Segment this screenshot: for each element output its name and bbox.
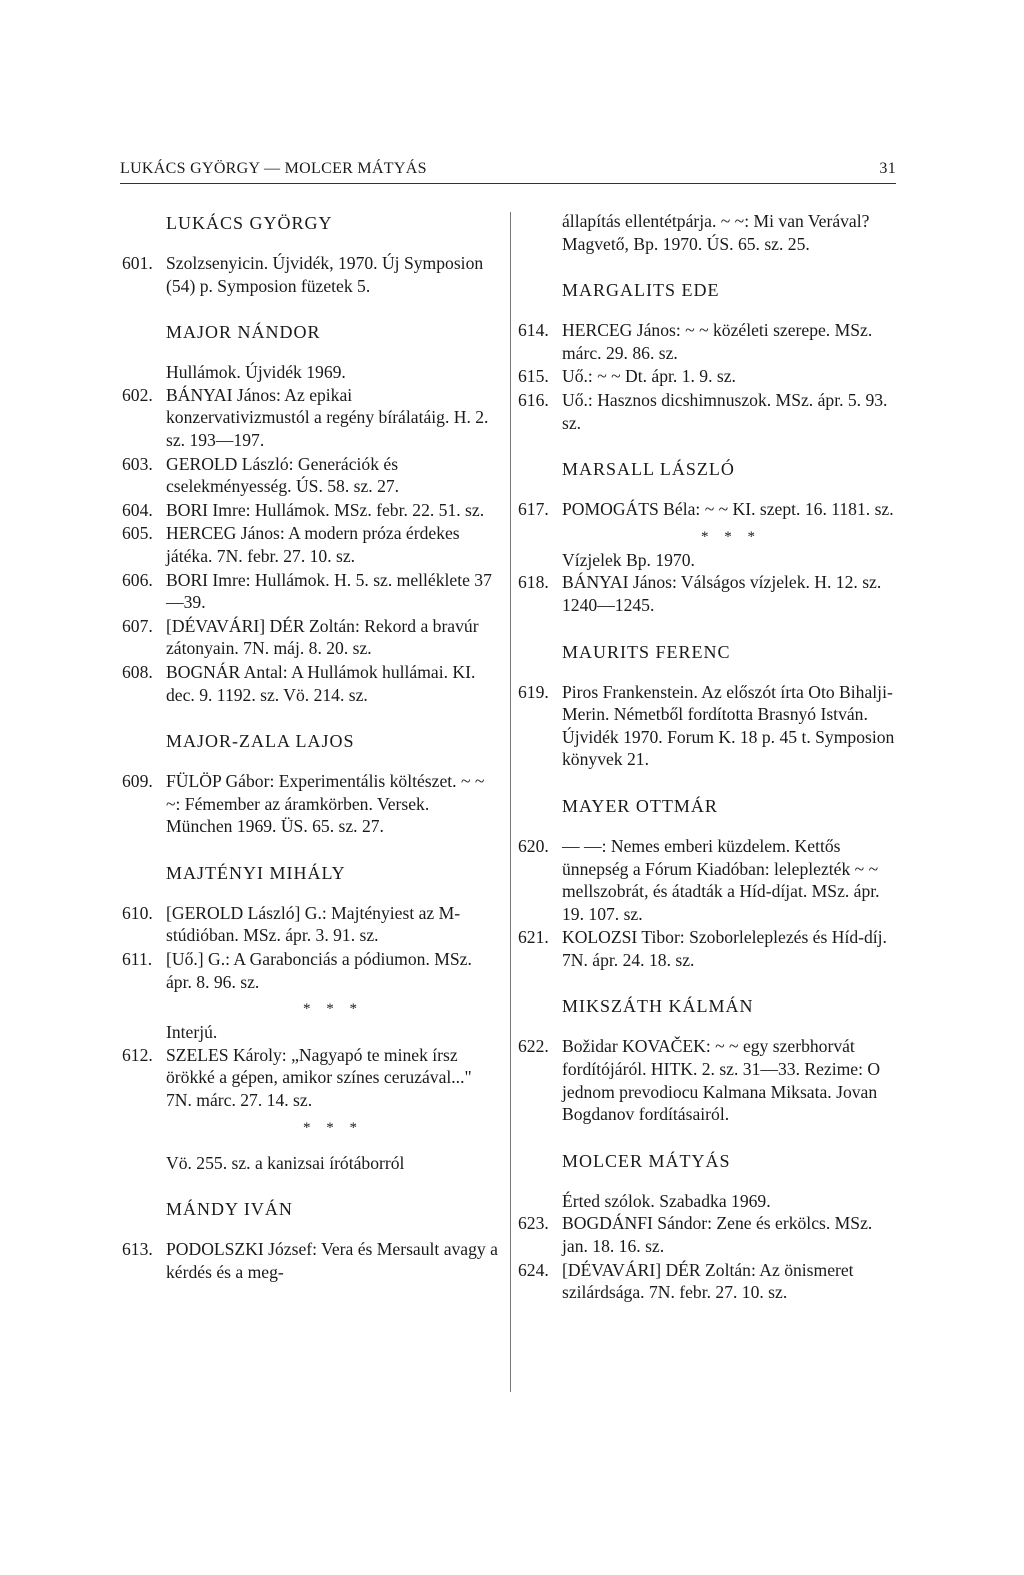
entry-number: 622. [518, 1036, 549, 1057]
bibliography-entry [518, 1035, 900, 1125]
bibliography-entry [122, 1044, 500, 1112]
author-heading: MARGALITS EDE [562, 280, 720, 301]
bibliography-entry [518, 835, 900, 925]
author-heading: LUKÁCS GYÖRGY [166, 213, 333, 233]
bibliography-entry [518, 389, 900, 434]
bibliography-entry [122, 948, 500, 993]
bibliography-entry [518, 926, 900, 971]
author-heading: MAJOR-ZALA LAJOS [166, 731, 355, 752]
section-separator: * * * [701, 528, 761, 545]
entry-number: 617. [518, 499, 549, 520]
work-title-line: Érted szólok. Szabadka 1969. [562, 1190, 771, 1211]
entry-number: 608. [122, 661, 153, 682]
bibliography-entry [518, 1259, 900, 1304]
bibliography-entry [518, 681, 900, 771]
entry-text: BOGNÁR Antal: A Hullámok hullámai. KI. dec. 9. 1192. sz. Vö. 214. sz. [166, 661, 476, 705]
bibliography-entry [518, 365, 900, 388]
entry-number: 613. [122, 1239, 153, 1260]
entry-number: 624. [518, 1259, 549, 1280]
entry-text: [GEROLD László] G.: Majtényiest az M-stúdióban. MSz. ápr. 3. 91. sz. [166, 902, 461, 946]
bibliography-entry [122, 384, 500, 452]
entry-number: 609. [122, 771, 153, 792]
entry-text: GEROLD László: Generációk és cselekményesség. ÚS. 58. sz. 27. [166, 453, 400, 497]
author-heading: MÁNDY IVÁN [166, 1199, 293, 1220]
author-heading: MAURITS FERENC [562, 641, 731, 662]
entry-text: BORI Imre: Hullámok. H. 5. sz. melléklete 37—39. [166, 569, 492, 613]
bibliography-entry [122, 902, 500, 947]
entry-number: 623. [518, 1213, 549, 1234]
running-head-title: LUKÁCS GYÖRGY — MOLCER MÁTYÁS [120, 160, 427, 177]
entry-text: BÁNYAI János: Válságos vízjelek. H. 12. sz. 1240—1245. [562, 572, 882, 615]
entry-text: PODOLSZKI József: Vera és Mersault avagy a kérdés és a meg- [166, 1239, 498, 1282]
entry-number: 616. [518, 389, 549, 410]
entry-number: 610. [122, 902, 153, 923]
entry-number: 615. [518, 366, 549, 387]
entry-number: 619. [518, 681, 549, 702]
entry-text: BÁNYAI János: Az epikai konzervativizmustól a regény bírálatáig. H. 2. sz. 193—197. [166, 384, 489, 450]
bibliography-entry [518, 571, 900, 616]
entry-number: 612. [122, 1044, 153, 1065]
entry-text: Piros Frankenstein. Az előszót írta Oto Bihalji-Merin. Németből fordította Brasnyó István. Újvidék 1970. Forum K. 18 p. 45 t. Symposion könyvek 21. [562, 681, 895, 770]
right-column [518, 210, 900, 1305]
entry-text: Božidar KOVAČEK: ~ ~ egy szerbhorvát fordítójáról. HITK. 2. sz. 31—33. Rezime: O jednom prevodiocu Kalmana Miksata. Jovan Bogdanov fordításairól. [562, 1036, 881, 1125]
entry-number: 601. [122, 253, 153, 273]
author-heading: MOLCER MÁTYÁS [562, 1150, 731, 1171]
left-column [122, 210, 500, 1284]
entry-text: FÜLÖP Gábor: Experimentális költészet. ~ ~ ~: Fémember az áramkörben. Versek. München 1969. ÜS. 65. sz. 27. [166, 771, 485, 837]
work-title-line: állapítás ellentétpárja. ~ ~: Mi van Verával? Magvető, Bp. 1970. ÚS. 65. sz. 25. [562, 211, 870, 254]
author-heading: MAJOR NÁNDOR [166, 322, 321, 343]
entry-number: 618. [518, 572, 549, 593]
entry-text: — —: Nemes emberi küzdelem. Kettős ünnepség a Fórum Kiadóban: leleplezték ~ ~ mellszobrát, és átadták a Híd-díjat. MSz. ápr. 19. 107. sz. [562, 835, 880, 924]
entry-number: 607. [122, 615, 153, 636]
author-heading: MAYER OTTMÁR [562, 795, 718, 816]
author-heading: MARSALL LÁSZLÓ [562, 459, 735, 480]
bibliography-entry [518, 1212, 900, 1257]
work-title-line: Interjú. [166, 1022, 218, 1043]
column-divider [510, 212, 511, 1392]
entry-number: 602. [122, 384, 153, 405]
bibliography-entry [122, 615, 500, 660]
header-rule [120, 183, 896, 184]
entry-text: Uő.: ~ ~ Dt. ápr. 1. 9. sz. [562, 366, 736, 387]
entry-number: 606. [122, 569, 153, 590]
bibliography-entry [122, 770, 500, 838]
bibliography-entry [122, 1238, 500, 1283]
entry-number: 611. [122, 949, 153, 970]
author-heading: MIKSZÁTH KÁLMÁN [562, 996, 754, 1017]
bibliography-entry [518, 498, 900, 521]
entry-number: 614. [518, 320, 549, 341]
bibliography-entry [122, 499, 500, 522]
entry-number: 603. [122, 453, 153, 474]
bibliography-entry [122, 569, 500, 614]
work-title-line: Vízjelek Bp. 1970. [562, 549, 695, 570]
page-number: 31 [879, 160, 896, 177]
bibliography-entry [122, 453, 500, 498]
bibliography-entry [122, 522, 500, 567]
entry-text: Uő.: Hasznos dicshimnuszok. MSz. ápr. 5. 93. sz. [562, 389, 888, 433]
entry-text: [DÉVAVÁRI] DÉR Zoltán: Rekord a bravúr zátonyain. 7N. máj. 8. 20. sz. [166, 615, 479, 659]
work-title-line: Hullámok. Újvidék 1969. [166, 362, 346, 383]
entry-number: 604. [122, 499, 153, 520]
entry-text: SZELES Károly: „Nagyapó te minek írsz örökké a gépen, amikor színes ceruzával..." 7N. márc. 27. 14. sz. [166, 1044, 472, 1111]
entry-number: 621. [518, 927, 549, 948]
entry-text: BOGDÁNFI Sándor: Zene és erkölcs. MSz. jan. 18. 16. sz. [562, 1213, 873, 1257]
entry-text: HERCEG János: ~ ~ közéleti szerepe. MSz. márc. 29. 86. sz. [562, 320, 873, 363]
entry-text: POMOGÁTS Béla: ~ ~ KI. szept. 16. 1181. sz. [562, 499, 894, 520]
entry-text: KOLOZSI Tibor: Szoborleleplezés és Híd-díj. 7N. ápr. 24. 18. sz. [562, 927, 887, 970]
entry-text: [DÉVAVÁRI] DÉR Zoltán: Az önismeret szilárdsága. 7N. febr. 27. 10. sz. [562, 1259, 854, 1303]
entry-text: HERCEG János: A modern próza érdekes játéka. 7N. febr. 27. 10. sz. [166, 523, 460, 566]
bibliography-entry [122, 252, 500, 297]
entry-text: Szolzsenyicin. Újvidék, 1970. Új Symposion (54) p. Symposion füzetek 5. [166, 253, 484, 296]
section-separator: * * * [303, 1119, 363, 1136]
section-separator: * * * [303, 1001, 363, 1018]
entry-number: 620. [518, 835, 549, 856]
bibliography-entry [122, 661, 500, 706]
entry-number: 605. [122, 523, 153, 544]
entry-text: BORI Imre: Hullámok. MSz. febr. 22. 51. sz. [166, 499, 485, 520]
entry-text: [Uő.] G.: A Garabonciás a pódiumon. MSz. ápr. 8. 96. sz. [166, 949, 472, 992]
work-title-line: Vö. 255. sz. a kanizsai írótáborról [166, 1152, 405, 1173]
author-heading: MAJTÉNYI MIHÁLY [166, 862, 346, 883]
bibliography-entry [518, 319, 900, 364]
